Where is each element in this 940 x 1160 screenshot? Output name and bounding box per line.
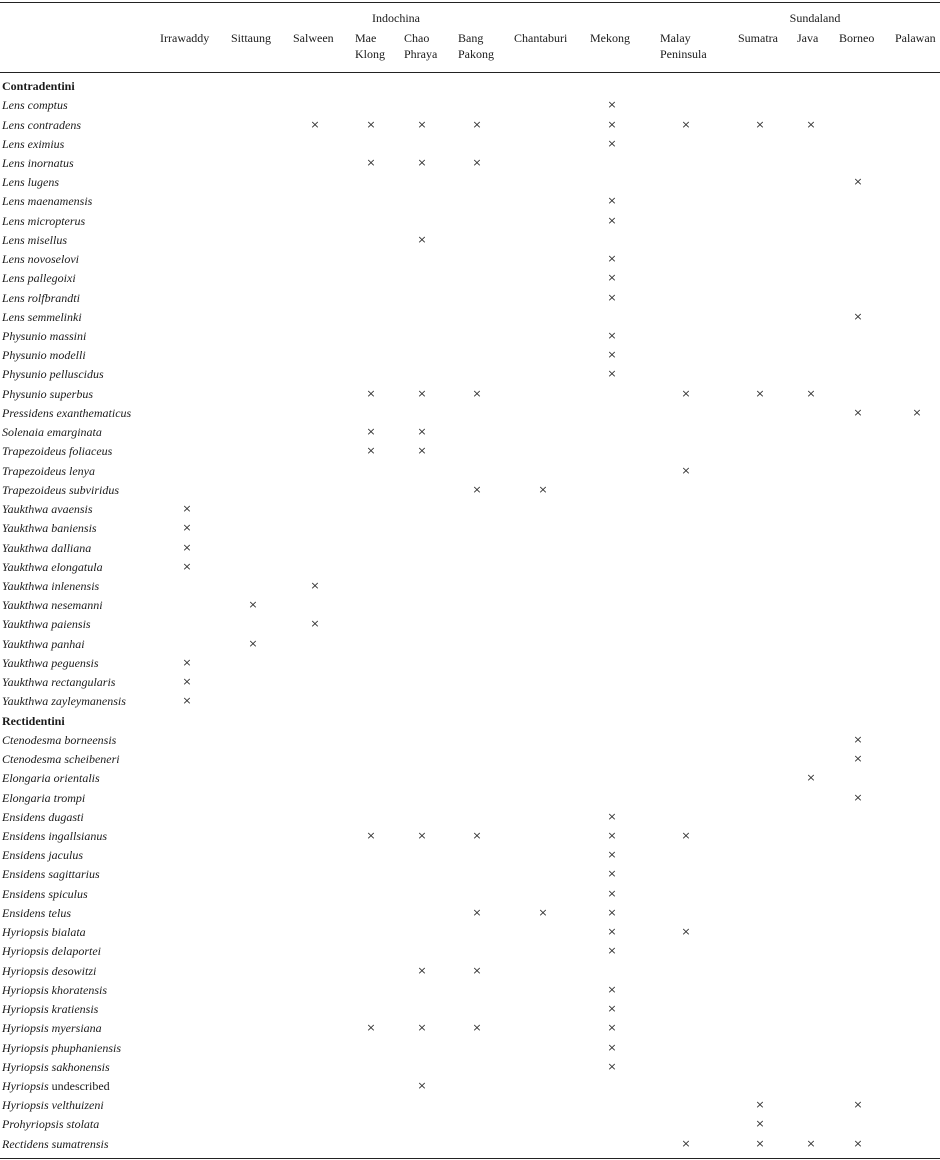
- species-name: [2, 348, 86, 362]
- presence-mark: ×: [472, 963, 482, 977]
- column-header-line: Bang: [458, 31, 484, 45]
- presence-mark: ×: [607, 829, 617, 842]
- species-name: [2, 733, 116, 747]
- species-name: [2, 329, 86, 343]
- presence-mark: ×: [472, 905, 482, 919]
- species-name-text: Physunio superbus: [2, 386, 93, 401]
- species-name-text: Rectidens sumatrensis: [2, 1136, 109, 1151]
- species-name: [2, 156, 74, 170]
- presence-mark: ×: [366, 155, 376, 169]
- species-name-text: Ctenodesma borneensis: [2, 732, 117, 747]
- presence-mark: ×: [417, 386, 427, 400]
- column-header-line: Klong: [355, 47, 385, 61]
- presence-mark: ×: [417, 963, 427, 977]
- column-header: [160, 30, 209, 46]
- species-name: [2, 291, 80, 305]
- column-header-line: Irrawaddy: [160, 31, 210, 45]
- species-name-text: Hyriopsis phuphaniensis: [2, 1040, 122, 1055]
- group-header: Indochina: [372, 11, 420, 25]
- species-name-text: Lens misellus: [2, 232, 68, 247]
- presence-mark: ×: [182, 502, 192, 516]
- species-name: [2, 214, 85, 228]
- species-name-text: Yaukthwa baniensis: [2, 521, 97, 536]
- presence-mark: ×: [607, 271, 617, 285]
- species-name: [2, 194, 92, 208]
- presence-mark: ×: [607, 867, 617, 881]
- presence-mark: ×: [417, 829, 427, 842]
- presence-mark: ×: [681, 829, 691, 842]
- presence-mark: ×: [182, 559, 192, 573]
- column-header: [293, 30, 334, 46]
- presence-mark: ×: [607, 194, 617, 208]
- species-name-text: Hyriopsis delaportei: [2, 944, 101, 959]
- column-header-line: Chantaburi: [514, 31, 568, 45]
- column-header: [458, 30, 494, 62]
- species-name: [2, 425, 102, 439]
- species-name-text: Yaukthwa zayleymanensis: [2, 694, 126, 709]
- species-name: [2, 137, 64, 151]
- species-name: [2, 560, 103, 574]
- group-header: Sundaland: [789, 11, 841, 25]
- species-name-text: Trapezoideus subviridus: [2, 482, 120, 497]
- species-name: [2, 1079, 110, 1093]
- species-name-text: Lens maenamensis: [2, 194, 93, 209]
- column-header: [231, 30, 271, 46]
- species-name-text: Trapezoideus lenya: [2, 463, 95, 478]
- species-name: [2, 1041, 121, 1055]
- column-header: [355, 30, 385, 62]
- presence-mark: ×: [366, 829, 376, 842]
- species-name-text: Lens novoselovi: [2, 252, 79, 267]
- species-name: [2, 464, 95, 478]
- species-name: [2, 367, 104, 381]
- presence-mark: ×: [607, 925, 617, 939]
- species-name-text: Elongaria trompi: [2, 790, 86, 805]
- species-name: [2, 964, 96, 978]
- species-name-text: Hyriopsis desowitzi: [2, 963, 97, 978]
- presence-mark: ×: [607, 848, 617, 862]
- species-name-text: Yaukthwa rectangularis: [2, 675, 116, 690]
- presence-mark: ×: [366, 444, 376, 458]
- species-name: [2, 829, 107, 843]
- presence-mark: ×: [806, 117, 816, 131]
- species-name: [2, 887, 88, 901]
- species-name-text: Ensidens spiculus: [2, 886, 88, 901]
- column-header: [895, 30, 936, 46]
- species-name-text: Hyriopsis bialata: [2, 925, 86, 940]
- presence-mark: ×: [366, 386, 376, 400]
- presence-mark: ×: [472, 1021, 482, 1035]
- species-name-text: Yaukthwa inlenensis: [2, 579, 100, 593]
- species-name: [2, 637, 85, 651]
- presence-mark: ×: [681, 463, 691, 477]
- species-name-text: Lens rolfbrandti: [2, 290, 80, 305]
- column-header: [797, 30, 818, 46]
- species-name: [2, 502, 93, 516]
- species-name: [2, 1002, 98, 1016]
- presence-mark: ×: [182, 694, 192, 708]
- presence-mark: ×: [417, 444, 427, 458]
- column-header: [738, 30, 778, 46]
- section-title: Rectidentini: [2, 713, 65, 728]
- presence-mark: ×: [681, 925, 691, 939]
- species-name: [2, 752, 120, 766]
- presence-mark: ×: [755, 1098, 765, 1112]
- column-header-line: Sittaung: [231, 31, 272, 45]
- species-name-text: Pressidens exanthematicus: [2, 405, 132, 420]
- presence-mark: ×: [182, 675, 192, 689]
- presence-mark: ×: [853, 1136, 863, 1150]
- presence-mark: ×: [607, 1002, 617, 1015]
- presence-mark: ×: [417, 1079, 427, 1092]
- species-name: [2, 233, 67, 247]
- species-name-text: Yaukthwa panhai: [2, 636, 85, 651]
- species-name-text: Hyriopsis kratiensis: [2, 1002, 99, 1016]
- column-header-line: Malay: [660, 31, 691, 45]
- presence-mark: ×: [806, 771, 816, 785]
- presence-mark: ×: [538, 905, 548, 919]
- species-name: [2, 444, 112, 458]
- column-header-line: Borneo: [839, 31, 875, 45]
- presence-mark: ×: [607, 944, 617, 958]
- species-name-text: Trapezoideus foliaceus: [2, 444, 113, 459]
- species-name: [2, 598, 103, 612]
- presence-mark: ×: [853, 175, 863, 189]
- species-name-text: Lens eximius: [2, 136, 65, 151]
- species-name-text: Prohyriopsis stolata: [2, 1117, 100, 1132]
- species-name: [2, 867, 100, 881]
- species-name-text: Yaukthwa avaensis: [2, 502, 93, 517]
- presence-mark: ×: [607, 348, 617, 362]
- presence-mark: ×: [853, 752, 863, 766]
- column-header-line: Palawan: [895, 31, 936, 45]
- species-name: [2, 810, 84, 824]
- species-name: [2, 252, 79, 266]
- column-header-line: Mae: [355, 31, 377, 45]
- presence-mark: ×: [607, 252, 617, 266]
- species-name: [2, 694, 126, 708]
- column-header: [839, 30, 874, 46]
- species-name: [2, 656, 99, 670]
- species-name-text: Yaukthwa elongatula: [2, 559, 103, 574]
- species-name-text: Lens contradens: [2, 117, 81, 132]
- species-name: [2, 175, 59, 189]
- species-name: [2, 906, 71, 920]
- presence-mark: ×: [310, 117, 320, 131]
- presence-mark: ×: [607, 367, 617, 381]
- presence-mark: ×: [755, 117, 765, 131]
- column-header-line: Chao: [404, 31, 430, 45]
- top-rule: [0, 2, 940, 3]
- presence-mark: ×: [417, 425, 427, 439]
- presence-mark: ×: [538, 482, 548, 496]
- presence-mark: ×: [182, 655, 192, 669]
- species-name-text: Hyriopsis velthuizeni: [2, 1098, 104, 1113]
- presence-mark: ×: [755, 1136, 765, 1150]
- presence-mark: ×: [607, 290, 617, 304]
- species-name: [2, 675, 115, 689]
- presence-mark: ×: [607, 905, 617, 919]
- presence-mark: ×: [182, 521, 192, 535]
- presence-mark: ×: [417, 232, 427, 246]
- presence-mark: ×: [607, 213, 617, 227]
- presence-mark: ×: [472, 386, 482, 400]
- presence-mark: ×: [755, 1117, 765, 1131]
- presence-mark: ×: [607, 982, 617, 996]
- species-name-text: Ensidens jaculus: [2, 848, 83, 863]
- species-name-text: Ensidens dugasti: [2, 809, 84, 824]
- presence-mark: ×: [607, 1040, 617, 1054]
- column-header: [514, 30, 567, 46]
- column-header-line: Phraya: [404, 47, 438, 61]
- species-name-text: Ctenodesma scheibeneri: [2, 752, 120, 767]
- presence-mark: ×: [607, 1021, 617, 1035]
- species-name-text: Physunio modelli: [2, 348, 86, 363]
- species-name: [2, 541, 91, 555]
- presence-mark: ×: [472, 155, 482, 169]
- presence-mark: ×: [607, 136, 617, 150]
- presence-mark: ×: [853, 732, 863, 746]
- bottom-rule: [0, 1158, 940, 1159]
- presence-mark: ×: [607, 329, 617, 342]
- column-header: [660, 30, 707, 62]
- species-name: [2, 387, 93, 401]
- presence-mark: ×: [681, 117, 691, 131]
- section-title: Contradentini: [2, 79, 75, 93]
- presence-mark: ×: [607, 886, 617, 900]
- species-name-text: Solenaia emarginata: [2, 425, 102, 440]
- presence-mark: ×: [366, 117, 376, 131]
- species-name-text: Yaukthwa dalliana: [2, 540, 92, 555]
- species-name: [2, 1137, 109, 1151]
- species-name: [2, 791, 85, 805]
- presence-mark: ×: [607, 1059, 617, 1073]
- species-name-text: Lens micropterus: [2, 213, 86, 228]
- species-name: [2, 579, 99, 593]
- species-name: [2, 925, 86, 939]
- species-name-text: Yaukthwa nesemanni: [2, 598, 103, 613]
- presence-mark: ×: [853, 1098, 863, 1112]
- species-name-text: Hyriopsis sakhonensis: [2, 1059, 110, 1074]
- species-name-text: Elongaria orientalis: [2, 771, 100, 786]
- presence-mark: ×: [248, 598, 258, 612]
- species-name-text: Ensidens telus: [2, 905, 71, 920]
- presence-mark: ×: [607, 98, 617, 112]
- presence-mark: ×: [182, 540, 192, 554]
- species-name: [2, 483, 119, 497]
- species-name: [2, 848, 83, 862]
- species-name-text: Yaukthwa paiensis: [2, 617, 91, 632]
- presence-mark: ×: [366, 1021, 376, 1035]
- species-name: [2, 771, 100, 785]
- species-name: [2, 406, 131, 420]
- species-name-text: Physunio massini: [2, 329, 87, 343]
- presence-mark: ×: [853, 309, 863, 323]
- column-header-line: Peninsula: [660, 47, 707, 61]
- species-name-text: Lens lugens: [2, 175, 59, 190]
- species-name: [2, 310, 82, 324]
- species-name: [2, 1117, 99, 1131]
- presence-mark: ×: [248, 636, 258, 650]
- species-name-text: Ensidens sagittarius: [2, 867, 100, 882]
- column-header: [590, 30, 630, 46]
- presence-mark: ×: [417, 1021, 427, 1035]
- species-name-text: Ensidens ingallsianus: [2, 829, 108, 843]
- presence-mark: ×: [310, 579, 320, 592]
- species-name-text: Yaukthwa peguensis: [2, 655, 99, 670]
- presence-mark: ×: [912, 405, 922, 419]
- presence-mark: ×: [607, 117, 617, 131]
- species-name-text: Lens inornatus: [2, 155, 74, 170]
- presence-mark: ×: [755, 386, 765, 400]
- header-rule: [0, 72, 940, 73]
- column-header-line: Mekong: [590, 31, 630, 45]
- presence-mark: ×: [806, 386, 816, 400]
- species-name-text: Hyriopsis khoratensis: [2, 982, 107, 997]
- species-name-note: undescribed: [48, 1079, 110, 1093]
- presence-mark: ×: [806, 1136, 816, 1150]
- species-name: [2, 98, 68, 112]
- species-name-text: Hyriopsis myersiana: [2, 1021, 102, 1036]
- species-name-text: Lens pallegoixi: [2, 271, 76, 286]
- species-name: [2, 521, 97, 535]
- presence-mark: ×: [853, 405, 863, 419]
- presence-mark: ×: [472, 829, 482, 842]
- species-name: [2, 1098, 104, 1112]
- presence-mark: ×: [417, 155, 427, 169]
- column-header-line: Pakong: [458, 47, 494, 61]
- presence-mark: ×: [472, 117, 482, 131]
- presence-mark: ×: [681, 386, 691, 400]
- presence-mark: ×: [853, 790, 863, 804]
- species-name-text: Hyriopsis: [2, 1079, 49, 1093]
- presence-mark: ×: [472, 482, 482, 496]
- column-header: [404, 30, 437, 62]
- column-header-line: Sumatra: [738, 31, 778, 45]
- presence-mark: ×: [681, 1136, 691, 1150]
- species-name-text: Lens comptus: [2, 98, 68, 113]
- species-name: [2, 944, 101, 958]
- presence-mark: ×: [607, 809, 617, 823]
- presence-mark: ×: [417, 117, 427, 131]
- species-name: [2, 617, 91, 631]
- presence-mark: ×: [310, 617, 320, 631]
- species-name: [2, 1021, 102, 1035]
- species-name: [2, 271, 76, 285]
- presence-mark: ×: [366, 425, 376, 439]
- species-name-text: Lens semmelinki: [2, 309, 82, 324]
- species-name: [2, 983, 107, 997]
- species-name-text: Physunio pelluscidus: [2, 367, 104, 382]
- species-name: [2, 118, 81, 132]
- column-header-line: Java: [797, 31, 819, 45]
- column-header-line: Salween: [293, 31, 334, 45]
- species-name: [2, 1060, 110, 1074]
